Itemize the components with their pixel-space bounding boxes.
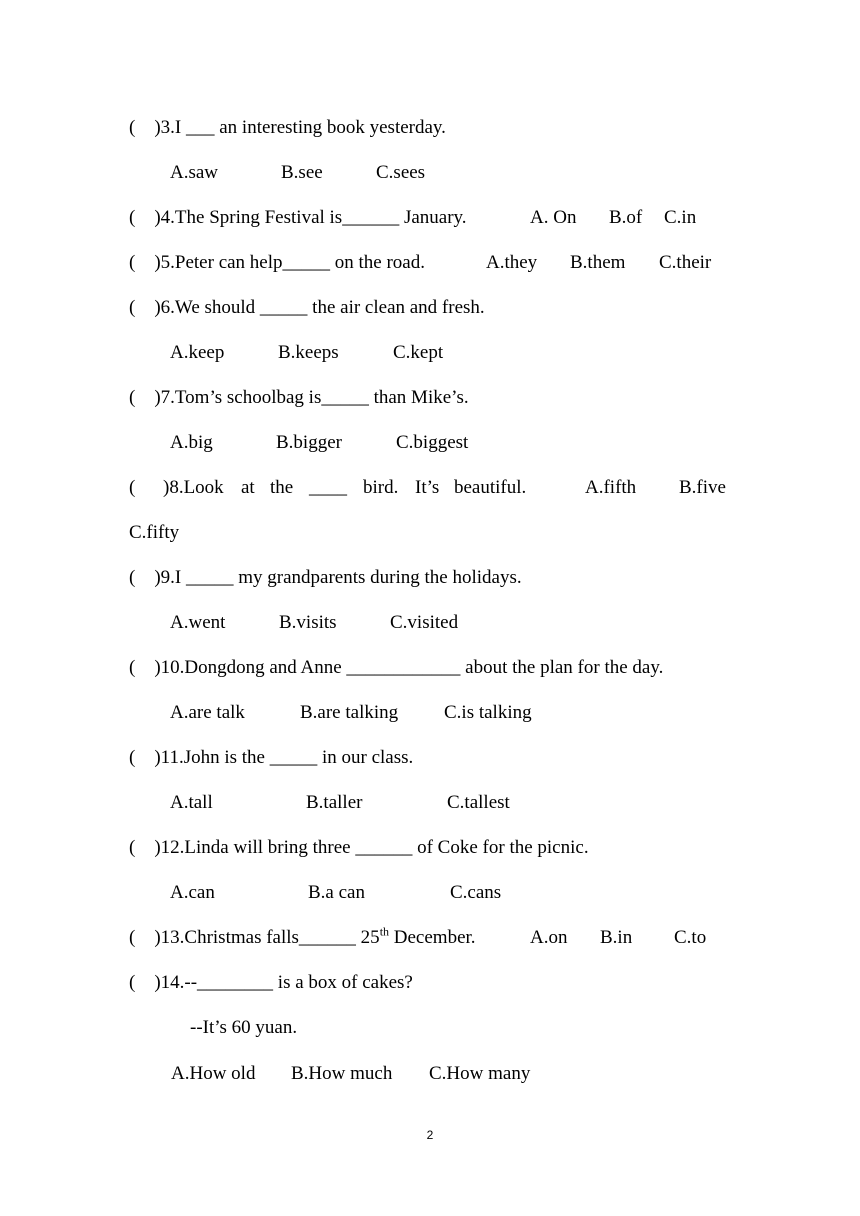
- question-7-stem: ( )7.Tom’s schoolbag is_____ than Mike’s.: [129, 387, 469, 408]
- question-8-word: bird.: [363, 477, 399, 498]
- question-13-ordinal-suffix: th: [379, 924, 390, 939]
- question-6-option-a: A.keep: [170, 342, 225, 363]
- question-3-option-a: A.saw: [170, 162, 219, 183]
- question-13-option-c: C.to: [674, 927, 707, 948]
- question-10-option-a: A.are talk: [170, 702, 245, 723]
- question-12-stem: ( )12.Linda will bring three ______ of Coke for the picnic.: [129, 837, 589, 858]
- question-8-blank: ____: [309, 477, 347, 498]
- question-13-stem-text-end: December.: [389, 927, 476, 948]
- question-12-option-a: A.can: [170, 882, 215, 903]
- question-14-option-b: B.How much: [291, 1063, 393, 1084]
- question-4-option-a: A. On: [530, 207, 577, 228]
- question-8-option-c: C.fifty: [129, 522, 180, 543]
- question-11-option-a: A.tall: [170, 792, 213, 813]
- question-11-option-c: C.tallest: [447, 792, 510, 813]
- question-10-stem: ( )10.Dongdong and Anne ____________ about the plan for the day.: [129, 657, 664, 678]
- page-number: 2: [426, 1128, 434, 1142]
- question-13-option-a: A.on: [530, 927, 568, 948]
- question-8-word: the: [270, 477, 294, 498]
- question-12-option-c: C.cans: [450, 882, 502, 903]
- question-10-option-c: C.is talking: [444, 702, 532, 723]
- question-14-stem: ( )14.--________ is a box of cakes?: [129, 972, 413, 993]
- question-7-option-b: B.bigger: [276, 432, 342, 453]
- question-8-option-a: A.fifth: [585, 477, 637, 498]
- question-3-stem: ( )3.I ___ an interesting book yesterday.: [129, 117, 446, 138]
- question-14-option-c: C.How many: [429, 1063, 531, 1084]
- question-7-option-a: A.big: [170, 432, 213, 453]
- question-8-option-b: B.five: [679, 477, 726, 498]
- question-11-stem: ( )11.John is the _____ in our class.: [129, 747, 414, 768]
- question-6-stem: ( )6.We should _____ the air clean and fresh.: [129, 297, 485, 318]
- question-13-stem: [129, 924, 476, 949]
- question-13-stem-text: ( )13.Christmas falls______ 25: [129, 927, 380, 948]
- question-5-option-c: C.their: [659, 252, 712, 273]
- question-13-option-b: B.in: [600, 927, 633, 948]
- question-9-option-c: C.visited: [390, 612, 459, 633]
- question-8-word: at: [241, 477, 255, 498]
- question-5-option-b: B.them: [570, 252, 626, 273]
- question-5-option-a: A.they: [486, 252, 538, 273]
- question-14-answer-line: --It’s 60 yuan.: [190, 1017, 298, 1038]
- question-5-stem: ( )5.Peter can help_____ on the road.: [129, 252, 425, 273]
- question-8-word: )8.Look: [163, 477, 224, 498]
- question-11-option-b: B.taller: [306, 792, 363, 813]
- question-4-stem: ( )4.The Spring Festival is______ January.: [129, 207, 467, 228]
- question-4-option-c: C.in: [664, 207, 697, 228]
- question-9-option-b: B.visits: [279, 612, 337, 633]
- question-7-option-c: C.biggest: [396, 432, 469, 453]
- question-3-option-c: C.sees: [376, 162, 426, 183]
- question-4-option-b: B.of: [609, 207, 643, 228]
- question-10-option-b: B.are talking: [300, 702, 399, 723]
- question-8-paren: (: [129, 477, 136, 498]
- question-14-option-a: A.How old: [171, 1063, 256, 1084]
- question-6-option-c: C.kept: [393, 342, 444, 363]
- question-3-option-b: B.see: [281, 162, 323, 183]
- question-8-word: beautiful.: [454, 477, 527, 498]
- question-9-option-a: A.went: [170, 612, 226, 633]
- question-6-option-b: B.keeps: [278, 342, 339, 363]
- question-9-stem: ( )9.I _____ my grandparents during the holidays.: [129, 567, 522, 588]
- question-8-word: It’s: [415, 477, 440, 498]
- question-12-option-b: B.a can: [308, 882, 365, 903]
